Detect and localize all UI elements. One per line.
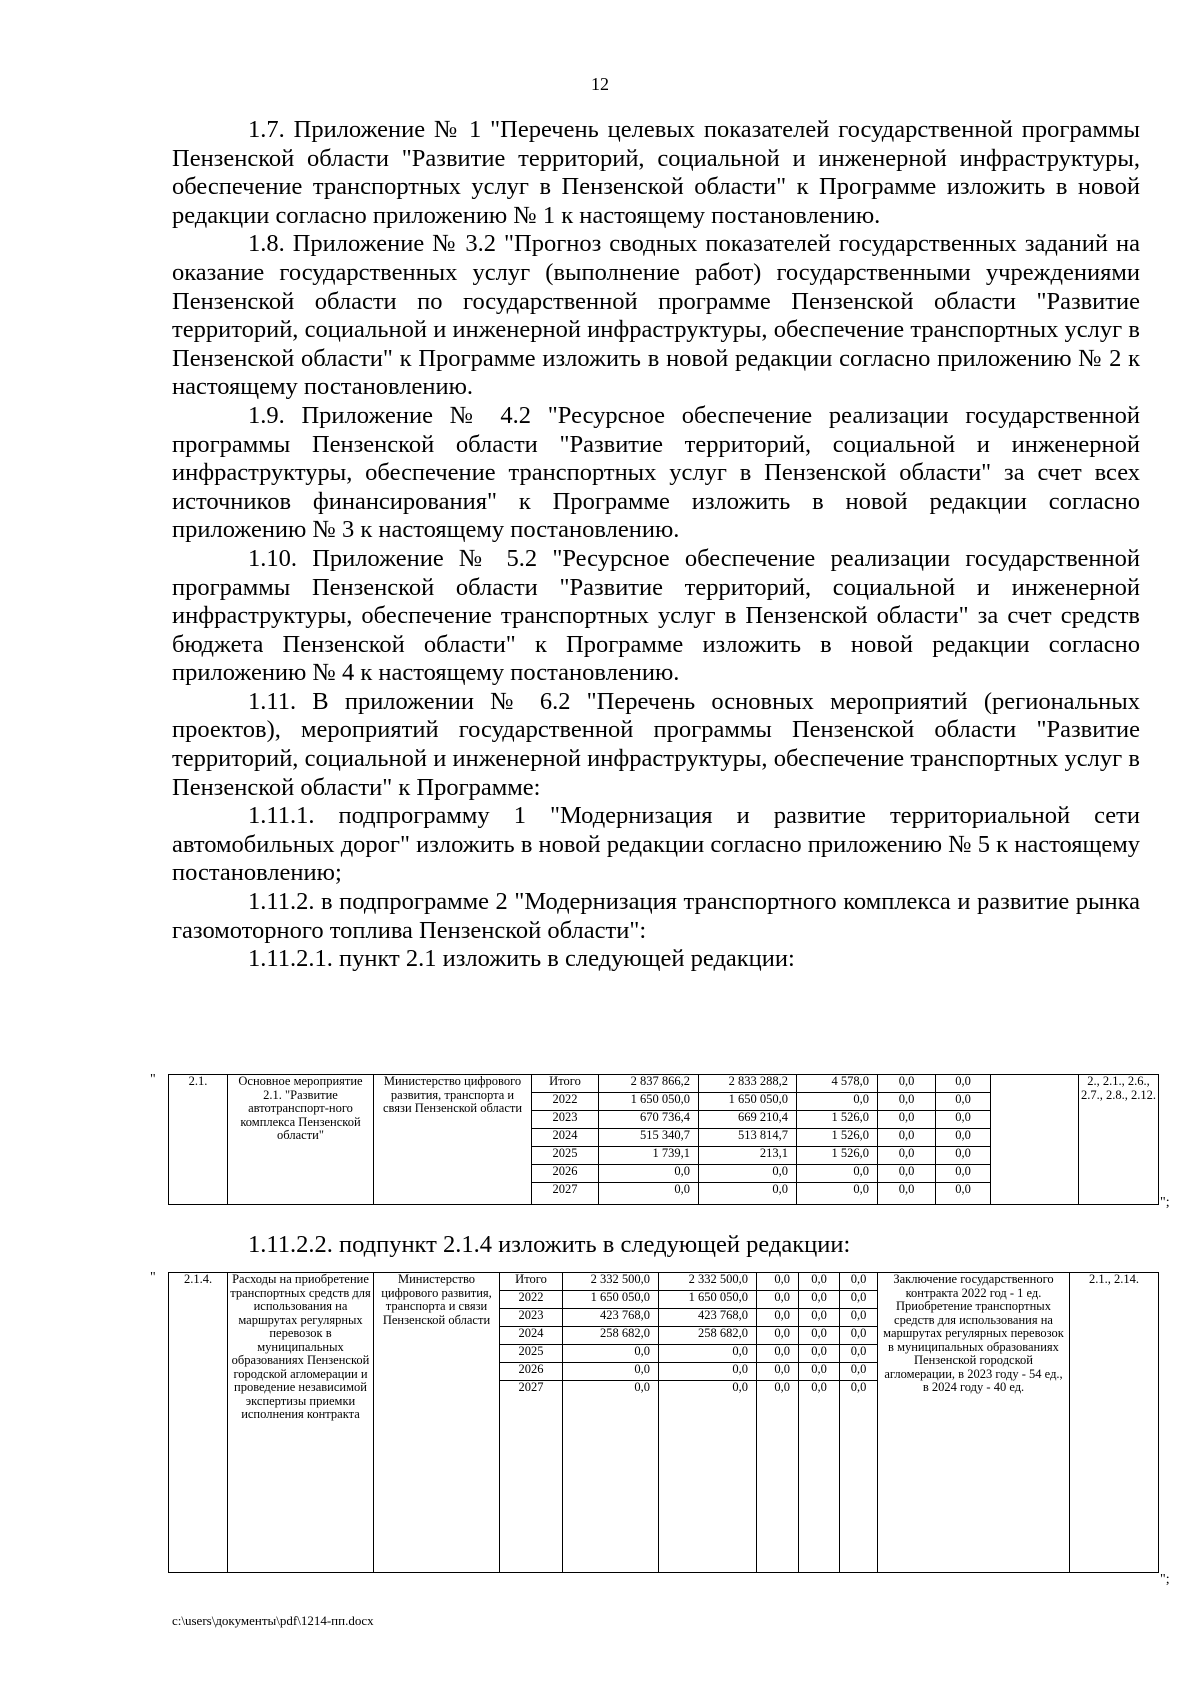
total-amount-cell: 0,0 [563, 1345, 659, 1363]
paragraph-1-8: 1.8. Приложение № 3.2 "Прогноз сводных показателей государственных заданий на оказание государственных услуг (выполнение работ) государственными учреждениями Пензенской области по государственной программе Пензенской области "Развитие территорий, социальной и инженерной инфраструктуры, обеспечение транспортных услуг в Пензенской области" к Программе изложить в новой редакции согласно приложению № 2 к настоящему постановлению. [172, 230, 1140, 401]
regional-budget-cell: 258 682,0 [659, 1327, 757, 1345]
year-cell: 2027 [500, 1381, 563, 1573]
other-sources-cell: 0,0 [840, 1273, 878, 1291]
total-amount-cell: 0,0 [599, 1183, 699, 1205]
table-2-1-4 [168, 1272, 1159, 1573]
regional-budget-cell: 213,1 [699, 1147, 797, 1165]
year-cell: Итого [500, 1273, 563, 1291]
local-budget-cell: 0,0 [799, 1345, 840, 1363]
total-amount-cell: 1 650 050,0 [563, 1291, 659, 1309]
regional-budget-cell: 2 332 500,0 [659, 1273, 757, 1291]
other-sources-cell: 0,0 [840, 1381, 878, 1573]
regional-budget-cell: 1 650 050,0 [659, 1291, 757, 1309]
table1-close-quote: "; [1160, 1195, 1170, 1210]
regional-budget-cell: 1 650 050,0 [699, 1093, 797, 1111]
federal-budget-cell: 0,0 [757, 1291, 799, 1309]
paragraph-1-7: 1.7. Приложение № 1 "Перечень целевых показателей государственной программы Пензенской области "Развитие территорий, социальной и инженерной инфраструктуры, обеспечение транспортных услуг в Пензенской области" к Программе изложить в новой редакции согласно приложению № 1 к настоящему постановлению. [172, 116, 1140, 229]
paragraph-1-10: 1.10. Приложение № 5.2 "Ресурсное обеспечение реализации государственной программы Пензенской области "Развитие территорий, социальной и инженерной инфраструктуры, обеспечение транспортных услуг в Пензенской области" за счет средств бюджета Пензенской области" к Программе изложить в новой редакции согласно приложению № 4 к настоящему постановлению. [172, 544, 1140, 687]
total-amount-cell: 670 736,4 [599, 1111, 699, 1129]
year-cell: Итого [532, 1075, 599, 1093]
federal-budget-cell: 0,0 [757, 1381, 799, 1573]
other-sources-cell: 0,0 [840, 1363, 878, 1381]
other-sources-cell: 0,0 [936, 1165, 991, 1183]
local-budget-cell: 0,0 [878, 1111, 936, 1129]
total-amount-cell: 1 650 050,0 [599, 1093, 699, 1111]
executor-cell: Министерство цифрового развития, транспорта и связи Пензенской области [374, 1273, 500, 1573]
federal-budget-cell: 0,0 [757, 1345, 799, 1363]
federal-budget-cell: 4 578,0 [797, 1075, 878, 1093]
regional-budget-cell: 423 768,0 [659, 1309, 757, 1327]
other-sources-cell: 0,0 [936, 1129, 991, 1147]
total-amount-cell: 515 340,7 [599, 1129, 699, 1147]
table1-open-quote: " [150, 1072, 156, 1087]
total-amount-cell: 2 837 866,2 [599, 1075, 699, 1093]
federal-budget-cell: 0,0 [797, 1093, 878, 1111]
paragraph-1-9: 1.9. Приложение № 4.2 "Ресурсное обеспечение реализации государственной программы Пензенской области "Развитие территорий, социальной и инженерной инфраструктуры, обеспечение транспортных услуг в Пензенской области" за счет всех источников финансирования" к Программе изложить в новой редакции согласно приложению № 3 к настоящему постановлению. [172, 401, 1140, 544]
local-budget-cell: 0,0 [878, 1183, 936, 1205]
local-budget-cell: 0,0 [799, 1381, 840, 1573]
table-2-1 [168, 1074, 1159, 1205]
other-sources-cell: 0,0 [936, 1183, 991, 1205]
federal-budget-cell: 0,0 [797, 1183, 878, 1205]
local-budget-cell: 0,0 [799, 1363, 840, 1381]
total-amount-cell: 1 739,1 [599, 1147, 699, 1165]
total-amount-cell: 258 682,0 [563, 1327, 659, 1345]
regional-budget-cell: 0,0 [659, 1363, 757, 1381]
federal-budget-cell: 0,0 [757, 1309, 799, 1327]
year-cell: 2023 [532, 1111, 599, 1129]
year-cell: 2027 [532, 1183, 599, 1205]
local-budget-cell: 0,0 [878, 1165, 936, 1183]
other-sources-cell: 0,0 [936, 1075, 991, 1093]
regional-budget-cell: 513 814,7 [699, 1129, 797, 1147]
local-budget-cell: 0,0 [799, 1309, 840, 1327]
regional-budget-cell: 0,0 [659, 1345, 757, 1363]
federal-budget-cell: 0,0 [797, 1165, 878, 1183]
total-amount-cell: 423 768,0 [563, 1309, 659, 1327]
other-sources-cell: 0,0 [840, 1345, 878, 1363]
federal-budget-cell: 0,0 [757, 1273, 799, 1291]
other-sources-cell: 0,0 [936, 1093, 991, 1111]
year-cell: 2022 [532, 1093, 599, 1111]
page-number: 12 [591, 74, 609, 94]
local-budget-cell: 0,0 [799, 1273, 840, 1291]
item-name-cell: Основное мероприятие 2.1. "Развитие автотранспорт-ного комплекса Пензенской области" [228, 1075, 374, 1205]
executor-cell: Министерство цифрового развития, транспорта и связи Пензенской области [374, 1075, 532, 1205]
local-budget-cell: 0,0 [878, 1129, 936, 1147]
federal-budget-cell: 0,0 [757, 1327, 799, 1345]
other-sources-cell: 0,0 [840, 1327, 878, 1345]
federal-budget-cell: 1 526,0 [797, 1111, 878, 1129]
item-number-cell: 2.1.4. [169, 1273, 228, 1573]
federal-budget-cell: 1 526,0 [797, 1129, 878, 1147]
federal-budget-cell: 1 526,0 [797, 1147, 878, 1165]
local-budget-cell: 0,0 [878, 1075, 936, 1093]
local-budget-cell: 0,0 [878, 1147, 936, 1165]
total-amount-cell: 0,0 [599, 1165, 699, 1183]
other-sources-cell: 0,0 [840, 1309, 878, 1327]
regional-budget-cell: 0,0 [659, 1381, 757, 1573]
footer-file-path: c:\users\документы\pdf\1214-пп.docx [172, 1613, 374, 1628]
document-body [172, 116, 1140, 974]
year-cell: 2025 [532, 1147, 599, 1165]
regional-budget-cell: 2 833 288,2 [699, 1075, 797, 1093]
federal-budget-cell: 0,0 [757, 1363, 799, 1381]
item-name-cell: Расходы на приобретение транспортных средств для использования на маршрутах регулярных перевозок в муниципальных образованиях Пензенской городской агломерации и проведение независимой экспертизы приемки исполнения контракта [228, 1273, 374, 1573]
year-cell: 2025 [500, 1345, 563, 1363]
paragraph-1-11-2: 1.11.2. в подпрограмме 2 "Модернизация транспортного комплекса и развитие рынка газомоторного топлива Пензенской области": [172, 888, 1140, 944]
local-budget-cell: 0,0 [878, 1093, 936, 1111]
regional-budget-cell: 0,0 [699, 1183, 797, 1205]
other-sources-cell: 0,0 [840, 1291, 878, 1309]
local-budget-cell: 0,0 [799, 1327, 840, 1345]
total-amount-cell: 0,0 [563, 1381, 659, 1573]
regional-budget-cell: 669 210,4 [699, 1111, 797, 1129]
year-cell: 2026 [532, 1165, 599, 1183]
paragraph-1-11: 1.11. В приложении № 6.2 "Перечень основных мероприятий (региональных проектов), мероприятий государственной программы Пензенской области "Развитие территорий, социальной и инженерной инфраструктуры, обеспечение транспортных услуг в Пензенской области" к Программе: [172, 687, 1140, 801]
year-cell: 2024 [500, 1327, 563, 1345]
paragraph-1-11-1: 1.11.1. подпрограмму 1 "Модернизация и развитие территориальной сети автомобильных дорог" изложить в новой редакции согласно приложению № 5 к настоящему постановлению; [172, 802, 1140, 887]
regional-budget-cell: 0,0 [699, 1165, 797, 1183]
table-row [169, 1075, 1159, 1093]
total-amount-cell: 2 332 500,0 [563, 1273, 659, 1291]
year-cell: 2023 [500, 1309, 563, 1327]
result-cell [991, 1075, 1079, 1205]
indicators-cell: 2., 2.1., 2.6., 2.7., 2.8., 2.12. [1079, 1075, 1159, 1205]
other-sources-cell: 0,0 [936, 1111, 991, 1129]
year-cell: 2024 [532, 1129, 599, 1147]
table2-intro [172, 1231, 1140, 1260]
total-amount-cell: 0,0 [563, 1363, 659, 1381]
other-sources-cell: 0,0 [936, 1147, 991, 1165]
table2-close-quote: "; [1160, 1572, 1170, 1587]
paragraph-1-11-2-1: 1.11.2.1. пункт 2.1 изложить в следующей редакции: [248, 945, 795, 973]
local-budget-cell: 0,0 [799, 1291, 840, 1309]
table-row [169, 1273, 1159, 1291]
paragraph-1-11-2-2: 1.11.2.2. подпункт 2.1.4 изложить в следующей редакции: [248, 1231, 851, 1258]
indicators-cell: 2.1., 2.14. [1070, 1273, 1159, 1573]
table2-open-quote: " [150, 1270, 156, 1285]
item-number-cell: 2.1. [169, 1075, 228, 1205]
result-cell: Заключение государственного контракта 2022 год - 1 ед. Приобретение транспортных средств для использования на маршрутах регулярных перевозок в муниципальных образованиях Пензенской городской агломерации, в 2023 году - 54 ед., в 2024 году - 40 ед. [878, 1273, 1070, 1573]
year-cell: 2026 [500, 1363, 563, 1381]
year-cell: 2022 [500, 1291, 563, 1309]
